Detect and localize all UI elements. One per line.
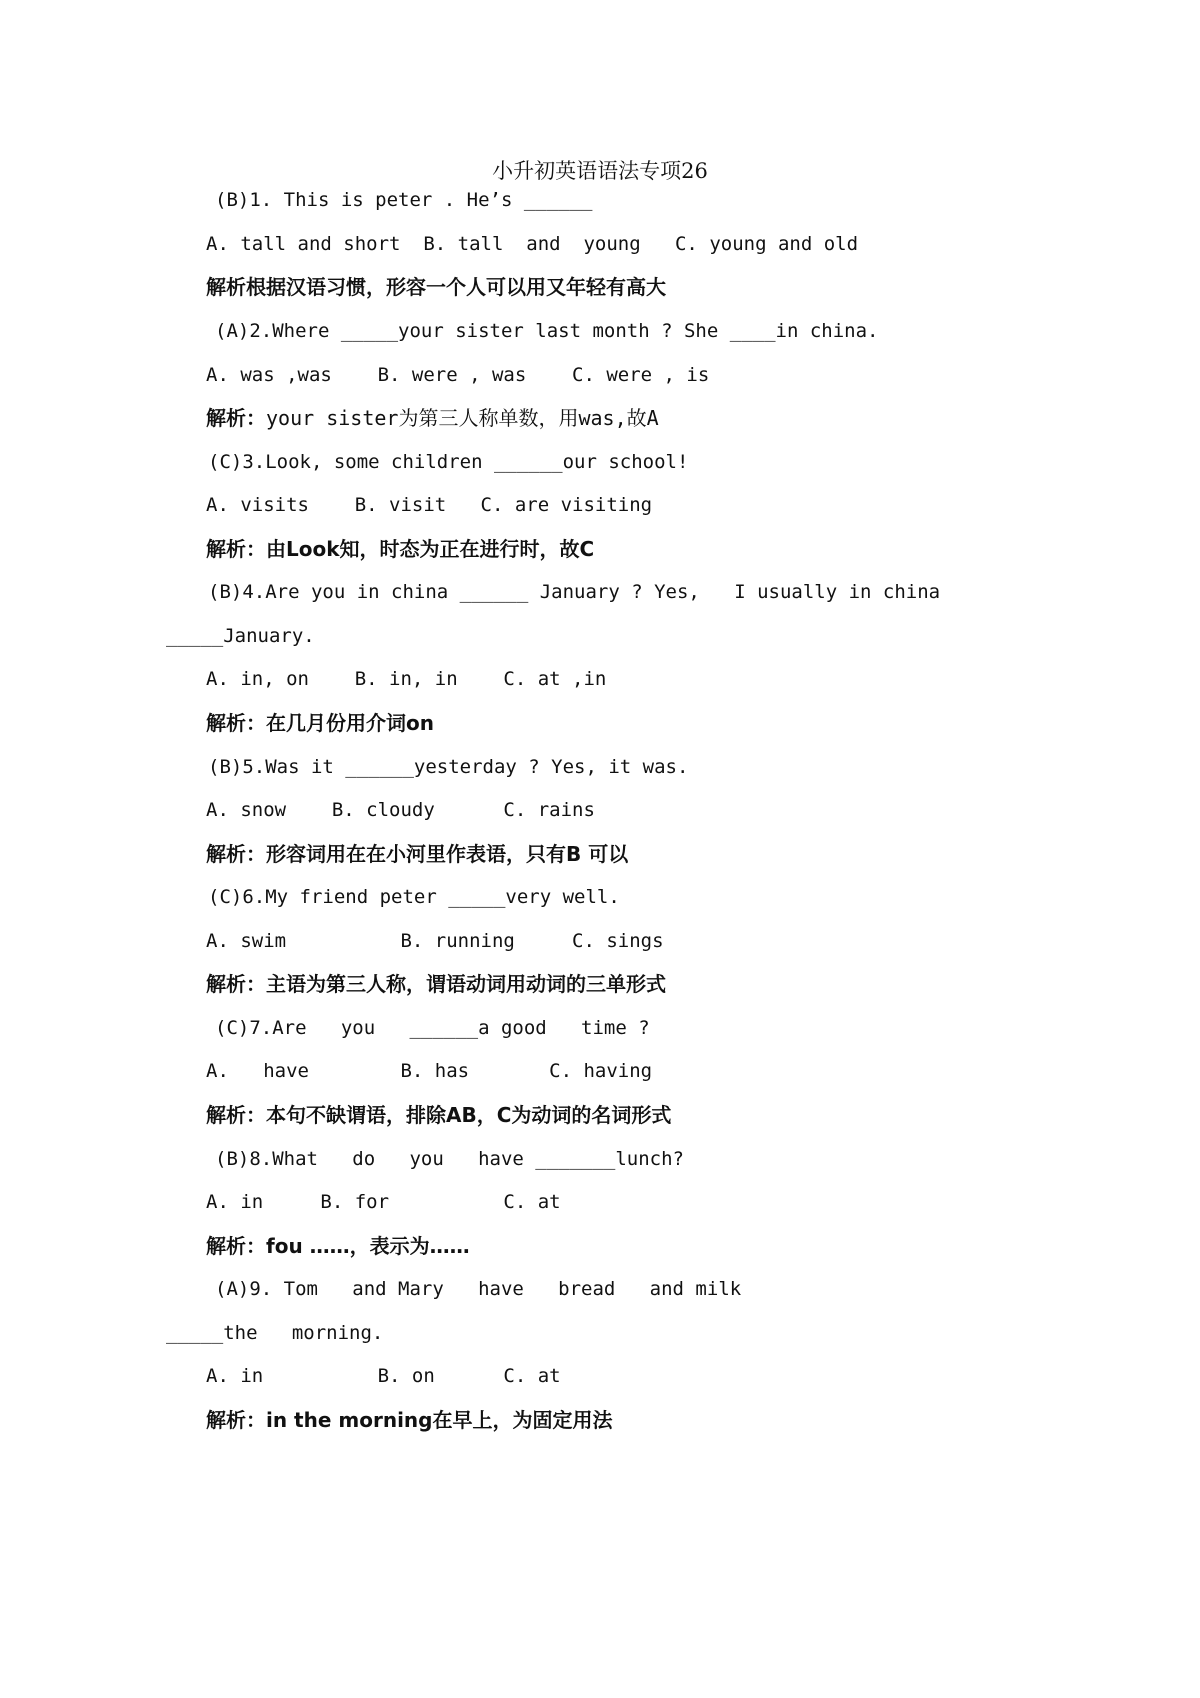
options-5: A. snow B. cloudy C. rains: [206, 799, 595, 821]
options-1: A. tall and short B. tall and young C. young and old: [206, 233, 859, 255]
options-9: A. in B. on C. at: [206, 1365, 561, 1387]
question-8: (B)8.What do you have _______lunch?: [215, 1148, 684, 1170]
question-2: (A)2.Where _____your sister last month ? She ____in china.: [215, 320, 879, 342]
analysis-8: 解析：fou ……，表示为……: [206, 1234, 470, 1258]
question-5: (B)5.Was it ______yesterday ? Yes, it was.: [208, 756, 689, 778]
question-9-continued: _____the morning.: [166, 1322, 384, 1344]
options-2: A. was ,was B. were , was C. were , is: [206, 364, 710, 386]
options-8: A. in B. for C. at: [206, 1191, 561, 1213]
question-4-continued: _____January.: [166, 625, 315, 647]
analysis-4: 解析：在几月份用介词on: [206, 711, 434, 735]
options-6: A. swim B. running C. sings: [206, 930, 664, 952]
question-9: (A)9. Tom and Mary have bread and milk: [215, 1278, 742, 1300]
options-7: A. have B. has C. having: [206, 1060, 653, 1082]
page-title: 小升初英语语法专项26: [492, 159, 708, 183]
analysis-1: 解析根据汉语习惯，形容一个人可以用又年轻有高大: [206, 275, 666, 299]
analysis-9: 解析：in the morning在早上，为固定用法: [206, 1408, 613, 1432]
question-3: (C)3.Look, some children ______our school!: [208, 451, 689, 473]
analysis-6: 解析：主语为第三人称，谓语动词用动词的三单形式: [206, 972, 666, 996]
analysis-2-body: your sister为第三人称单数，用was,故A: [266, 406, 659, 430]
options-3: A. visits B. visit C. are visiting: [206, 494, 653, 516]
analysis-2-label: 解析：: [206, 406, 266, 430]
analysis-2: [206, 405, 659, 431]
question-6: (C)6.My friend peter _____very well.: [208, 886, 620, 908]
options-4: A. in, on B. in, in C. at ,in: [206, 668, 607, 690]
question-1: (B)1. This is peter . He’s ______: [215, 189, 593, 211]
question-4: (B)4.Are you in china ______ January ? Yes, I usually in china: [208, 581, 941, 603]
question-7: (C)7.Are you ______a good time ?: [215, 1017, 650, 1039]
analysis-3: 解析：由Look知，时态为正在进行时，故C: [206, 537, 595, 561]
analysis-7: 解析：本句不缺谓语，排除AB，C为动词的名词形式: [206, 1103, 672, 1127]
analysis-5: 解析：形容词用在在小河里作表语，只有B 可以: [206, 842, 629, 866]
